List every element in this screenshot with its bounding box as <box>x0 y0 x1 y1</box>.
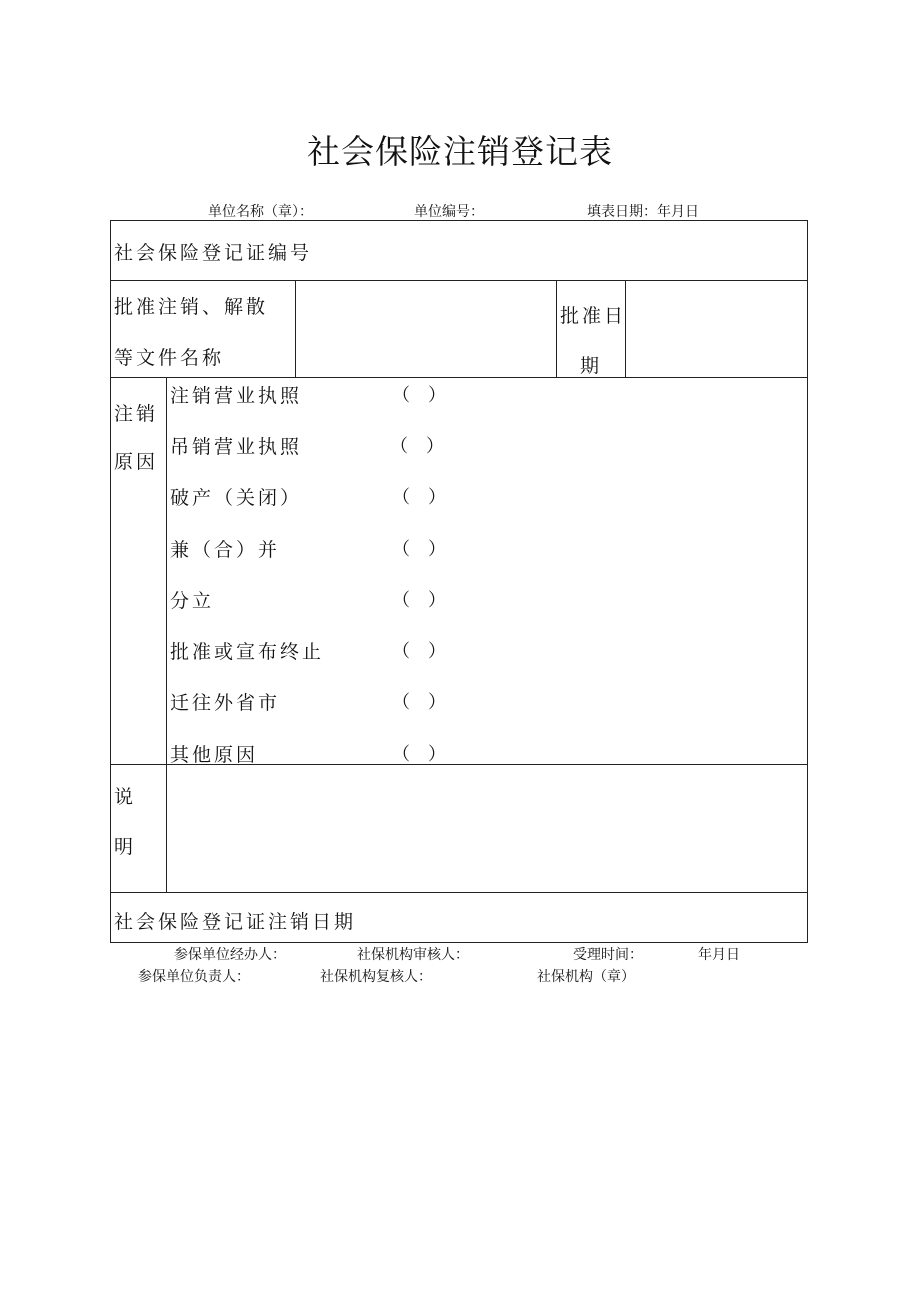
row-divider <box>110 892 808 893</box>
table-border-left <box>110 220 111 943</box>
reason-label-line1: 注销 <box>114 403 159 425</box>
reason-checkbox[interactable]: （ ） <box>392 385 446 406</box>
accept-time-label: 受理时间： <box>573 947 643 963</box>
row-divider <box>110 377 808 378</box>
approval-document-field[interactable] <box>296 281 555 377</box>
note-field[interactable] <box>167 765 807 892</box>
approval-date-label-line2: 期 <box>580 355 603 377</box>
column-divider <box>556 280 557 377</box>
handler-label: 参保单位经办人： <box>174 947 286 963</box>
reason-checkbox[interactable]: （ ） <box>392 590 446 611</box>
table-border-bottom <box>110 942 808 943</box>
cert-cancellation-date-label: 社会保险登记证注销日期 <box>114 911 357 933</box>
reason-option-label: 注销营业执照 <box>170 385 303 407</box>
reason-checkbox[interactable]: （ ） <box>392 539 446 560</box>
responsible-person-label: 参保单位负责人： <box>138 969 250 985</box>
reason-checkbox[interactable]: （ ） <box>390 436 444 457</box>
reason-option-label: 破产（关闭） <box>170 487 303 509</box>
approval-date-field[interactable] <box>626 281 807 377</box>
reason-checkbox[interactable]: （ ） <box>392 487 446 508</box>
reason-checkbox[interactable]: （ ） <box>392 692 446 713</box>
reason-checkbox[interactable]: （ ） <box>392 641 446 662</box>
table-border-right <box>807 220 808 943</box>
accept-date-label: 年月日 <box>698 947 740 963</box>
page-title: 社会保险注销登记表 <box>307 132 613 171</box>
reason-option-label: 迁往外省市 <box>170 692 281 714</box>
unit-name-label: 单位名称（章）： <box>208 204 313 220</box>
reason-option-label: 批准或宣布终止 <box>170 641 325 663</box>
approval-document-label-line2: 等文件名称 <box>114 347 225 369</box>
unit-number-label: 单位编号： <box>414 204 484 220</box>
reason-option-label: 吊销营业执照 <box>170 436 303 458</box>
reason-option-label: 分立 <box>170 590 215 612</box>
table-border-top <box>110 220 808 221</box>
reason-option-label: 其他原因 <box>170 744 259 766</box>
approval-document-label-line1: 批准注销、解散 <box>114 296 269 318</box>
reason-label-line2: 原因 <box>114 451 159 473</box>
reason-option-label: 兼（合）并 <box>170 539 281 561</box>
reason-checkbox[interactable]: （ ） <box>392 744 446 765</box>
note-label-line2: 明 <box>114 836 137 858</box>
rechecker-label: 社保机构复核人： <box>320 969 432 985</box>
note-label-line1: 说 <box>114 786 137 808</box>
fill-date-label: 填表日期：年月日 <box>587 204 699 220</box>
registration-cert-number-label: 社会保险登记证编号 <box>114 242 313 264</box>
reviewer-label: 社保机构审核人： <box>357 947 469 963</box>
agency-seal-label: 社保机构（章） <box>537 969 635 985</box>
approval-date-label-line1: 批准日 <box>560 305 627 327</box>
